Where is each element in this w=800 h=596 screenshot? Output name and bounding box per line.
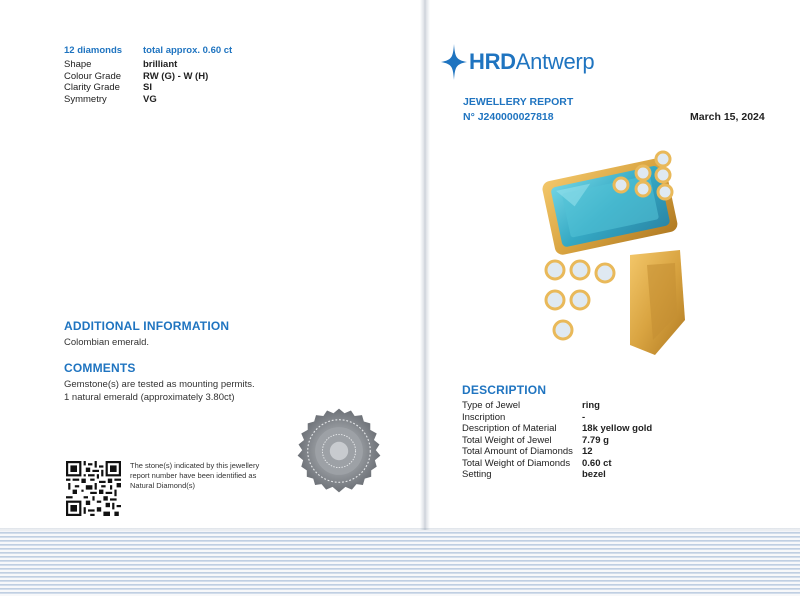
description-label: Total Weight of Diamonds bbox=[462, 457, 571, 469]
description-row bbox=[462, 446, 652, 458]
report-date: March 15, 2024 bbox=[690, 111, 765, 123]
description-value: ring bbox=[582, 400, 600, 411]
description-label: Type of Jewel bbox=[462, 400, 521, 411]
comments-line-2: 1 natural emerald (approximately 3.80ct) bbox=[64, 392, 235, 403]
comments-line-1: Gemstone(s) are tested as mounting permits. bbox=[64, 379, 255, 390]
hrd-star-icon bbox=[441, 44, 467, 80]
hrd-logo bbox=[441, 44, 594, 80]
description-label: Setting bbox=[462, 469, 492, 480]
spec-row bbox=[64, 71, 208, 83]
spec-label: Colour Grade bbox=[64, 70, 122, 82]
description-value: 7.79 g bbox=[582, 434, 609, 446]
description-label: Total Weight of Jewel bbox=[462, 434, 552, 446]
page-edge-shadow bbox=[0, 528, 800, 532]
additional-info-title: ADDITIONAL INFORMATION bbox=[64, 319, 230, 333]
description-row bbox=[462, 458, 652, 470]
description-label: Inscription bbox=[462, 411, 506, 423]
spec-row bbox=[64, 94, 208, 106]
report-title: JEWELLERY REPORT bbox=[463, 96, 574, 108]
diamond-total-weight: total approx. 0.60 ct bbox=[143, 45, 233, 56]
page-gutter bbox=[420, 0, 430, 530]
spec-label: Clarity Grade bbox=[64, 82, 120, 93]
qr-note: The stone(s) indicated by this jewellery report number have been identified as Natural Diamond(s) bbox=[130, 461, 260, 490]
description-title: DESCRIPTION bbox=[462, 383, 547, 397]
spec-row bbox=[64, 59, 208, 71]
description-label: Total Amount of Diamonds bbox=[462, 446, 573, 457]
ring-photo bbox=[535, 145, 695, 360]
description-value: 12 bbox=[582, 446, 593, 457]
diamond-count: 12 diamonds bbox=[64, 45, 123, 56]
description-value: 18k yellow gold bbox=[582, 423, 653, 434]
description-row bbox=[462, 469, 652, 481]
spec-label: Symmetry bbox=[64, 93, 107, 105]
report-number: N° J240000027818 bbox=[463, 111, 554, 123]
description-row bbox=[462, 412, 652, 424]
description-row bbox=[462, 423, 652, 435]
spec-value: brilliant bbox=[143, 59, 178, 70]
hologram-seal-icon bbox=[293, 405, 385, 497]
spec-label: Shape bbox=[64, 59, 92, 70]
description-value: bezel bbox=[582, 469, 606, 480]
logo-text bbox=[469, 49, 594, 75]
description-value: 0.60 ct bbox=[582, 457, 612, 469]
additional-info-text: Colombian emerald. bbox=[64, 337, 150, 348]
description-row bbox=[462, 400, 652, 412]
logo-text-hrd: HRD bbox=[469, 49, 516, 74]
description-table bbox=[462, 400, 652, 481]
spec-value: SI bbox=[143, 82, 152, 93]
description-value: - bbox=[582, 411, 586, 423]
spec-row bbox=[64, 82, 208, 94]
logo-text-antwerp: Antwerp bbox=[515, 49, 595, 74]
page-edges bbox=[0, 530, 800, 596]
diamond-spec-table bbox=[64, 59, 208, 105]
spec-value: VG bbox=[143, 93, 157, 105]
spec-value: RW (G) - W (H) bbox=[143, 70, 209, 82]
qr-code-icon[interactable] bbox=[66, 461, 121, 516]
comments-title: COMMENTS bbox=[64, 361, 136, 375]
description-row bbox=[462, 435, 652, 447]
description-label: Description of Material bbox=[462, 423, 557, 434]
